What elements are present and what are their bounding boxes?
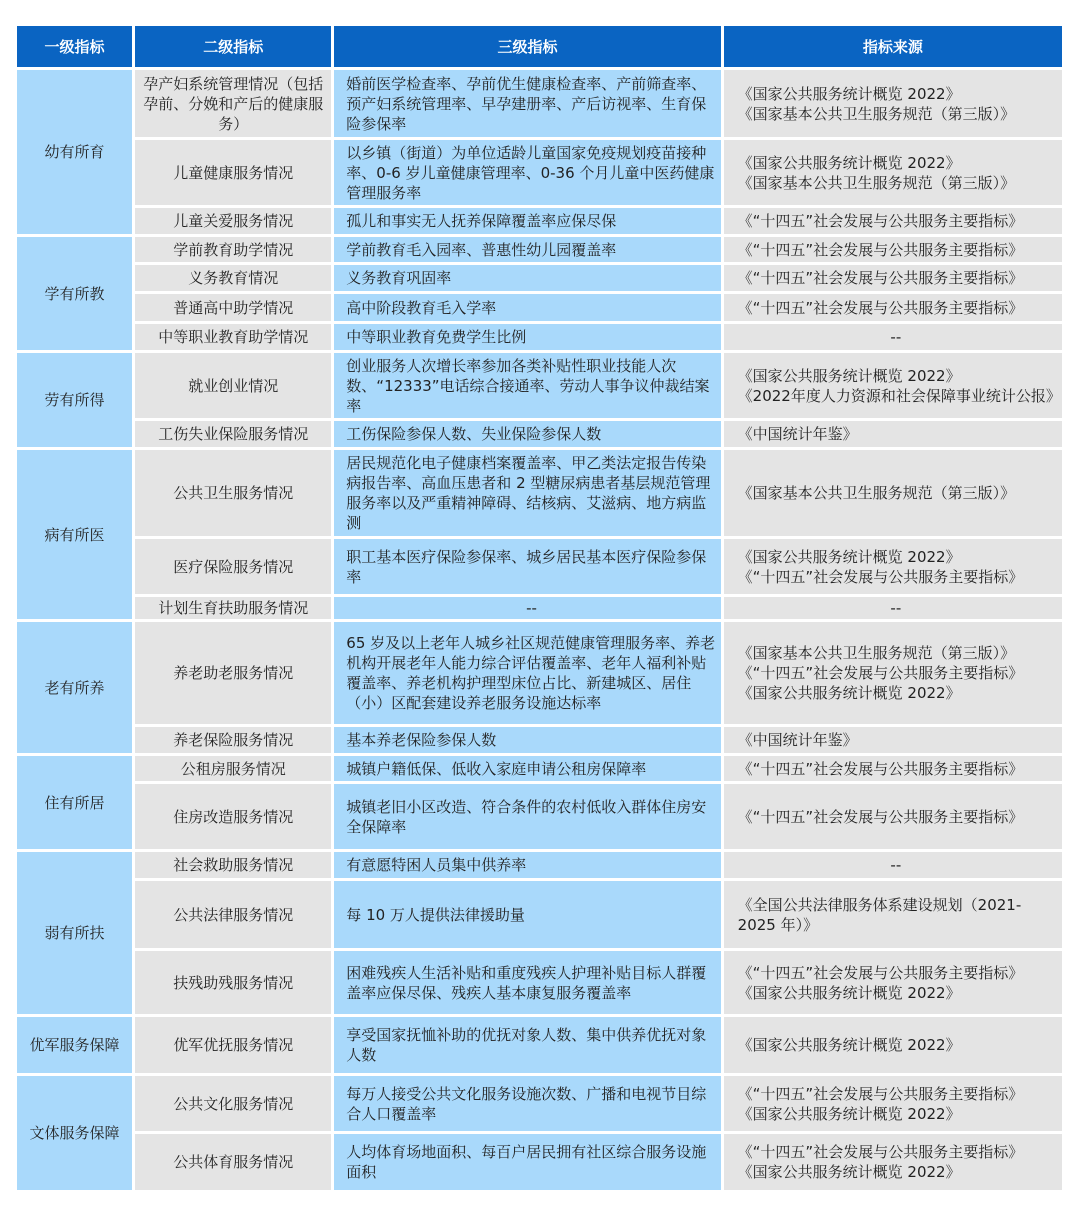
level2-indicator: 养老保险服务情况 [135, 727, 331, 753]
level2-indicator: 中等职业教育助学情况 [135, 324, 331, 350]
level1-indicator: 幼有所育 [17, 70, 132, 234]
header-level3: 三级指标 [334, 26, 720, 67]
table-row [17, 353, 1062, 418]
level2-indicator: 养老助老服务情况 [135, 622, 331, 724]
table-row [17, 421, 1062, 447]
table-row [17, 784, 1062, 849]
table-row [17, 140, 1062, 205]
table-row [17, 237, 1062, 262]
indicator-source: 《国家公共服务统计概览 2022》 [724, 1017, 1062, 1073]
level3-indicator: 有意愿特困人员集中供养率 [334, 852, 720, 878]
level1-indicator: 老有所养 [17, 622, 132, 753]
level3-indicator: 义务教育巩固率 [334, 265, 720, 291]
level3-indicator: 工伤保险参保人数、失业保险参保人数 [334, 421, 720, 447]
table-row [17, 1017, 1062, 1073]
level3-indicator: 中等职业教育免费学生比例 [334, 324, 720, 350]
indicator-table [14, 23, 1065, 1193]
level2-indicator: 公共文化服务情况 [135, 1076, 331, 1131]
indicator-source: 《“十四五”社会发展与公共服务主要指标》 [724, 294, 1062, 321]
indicator-source: 《国家公共服务统计概览 2022》 《2022年度人力资源和社会保障事业统计公报》 [724, 353, 1062, 418]
indicator-source: 《国家公共服务统计概览 2022》 《国家基本公共卫生服务规范（第三版）》 [724, 140, 1062, 205]
table-row [17, 881, 1062, 948]
level3-indicator: 以乡镇（街道）为单位适龄儿童国家免疫规划疫苗接种率、0-6 岁儿童健康管理率、0-36 个月儿童中医药健康管理服务率 [334, 140, 720, 205]
level3-indicator: 城镇老旧小区改造、符合条件的农村低收入群体住房安全保障率 [334, 784, 720, 849]
table-row [17, 597, 1062, 619]
level2-indicator: 普通高中助学情况 [135, 294, 331, 321]
level2-indicator: 义务教育情况 [135, 265, 331, 291]
level2-indicator: 公共卫生服务情况 [135, 450, 331, 536]
level3-indicator: 学前教育毛入园率、普惠性幼儿园覆盖率 [334, 237, 720, 262]
indicator-source: 《“十四五”社会发展与公共服务主要指标》 [724, 237, 1062, 262]
table-row [17, 1076, 1062, 1131]
level2-indicator: 儿童关爱服务情况 [135, 208, 331, 234]
header-source: 指标来源 [724, 26, 1062, 67]
level2-indicator: 公共体育服务情况 [135, 1134, 331, 1190]
indicator-source: 《“十四五”社会发展与公共服务主要指标》 [724, 756, 1062, 781]
level2-indicator: 就业创业情况 [135, 353, 331, 418]
level2-indicator: 孕产妇系统管理情况（包括孕前、分娩和产后的健康服务） [135, 70, 331, 137]
level1-indicator: 学有所教 [17, 237, 132, 350]
table-row [17, 539, 1062, 594]
table-row [17, 294, 1062, 321]
table-row [17, 70, 1062, 137]
indicator-source: 《全国公共法律服务体系建设规划（2021-2025 年）》 [724, 881, 1062, 948]
level1-indicator: 劳有所得 [17, 353, 132, 447]
level3-indicator: 享受国家抚恤补助的优抚对象人数、集中供养优抚对象人数 [334, 1017, 720, 1073]
indicator-source: 《“十四五”社会发展与公共服务主要指标》 [724, 265, 1062, 291]
indicator-source: 《中国统计年鉴》 [724, 727, 1062, 753]
header-level2: 二级指标 [135, 26, 331, 67]
level1-indicator: 文体服务保障 [17, 1076, 132, 1190]
level3-indicator: 高中阶段教育毛入学率 [334, 294, 720, 321]
level3-indicator: 创业服务人次增长率参加各类补贴性职业技能人次数、“12333”电话综合接通率、劳动人事争议仲裁结案率 [334, 353, 720, 418]
indicator-source: 《中国统计年鉴》 [724, 421, 1062, 447]
level3-indicator: 每 10 万人提供法律援助量 [334, 881, 720, 948]
level1-indicator: 住有所居 [17, 756, 132, 849]
level2-indicator: 社会救助服务情况 [135, 852, 331, 878]
table-row [17, 622, 1062, 724]
indicator-source: 《“十四五”社会发展与公共服务主要指标》 《国家公共服务统计概览 2022》 [724, 1076, 1062, 1131]
table-row [17, 265, 1062, 291]
table-row [17, 450, 1062, 536]
table-row [17, 1134, 1062, 1190]
level1-indicator: 病有所医 [17, 450, 132, 619]
header-level1: 一级指标 [17, 26, 132, 67]
indicator-source: 《国家基本公共卫生服务规范（第三版）》 [724, 450, 1062, 536]
indicator-source: 《国家公共服务统计概览 2022》 《“十四五”社会发展与公共服务主要指标》 [724, 539, 1062, 594]
level2-indicator: 儿童健康服务情况 [135, 140, 331, 205]
level1-indicator: 弱有所扶 [17, 852, 132, 1014]
level3-indicator: 人均体育场地面积、每百户居民拥有社区综合服务设施面积 [334, 1134, 720, 1190]
level2-indicator: 工伤失业保险服务情况 [135, 421, 331, 447]
level2-indicator: 优军优抚服务情况 [135, 1017, 331, 1073]
indicator-source: 《“十四五”社会发展与公共服务主要指标》 [724, 208, 1062, 234]
indicator-source: 《“十四五”社会发展与公共服务主要指标》 [724, 784, 1062, 849]
table-row [17, 951, 1062, 1014]
level3-indicator: 孤儿和事实无人抚养保障覆盖率应保尽保 [334, 208, 720, 234]
indicator-source: -- [724, 597, 1062, 619]
level3-indicator: 职工基本医疗保险参保率、城乡居民基本医疗保险参保率 [334, 539, 720, 594]
level3-indicator: 65 岁及以上老年人城乡社区规范健康管理服务率、养老机构开展老年人能力综合评估覆盖率、老年人福利补贴覆盖率、养老机构护理型床位占比、新建城区、居住（小）区配套建设养老服务设施达标率 [334, 622, 720, 724]
level2-indicator: 住房改造服务情况 [135, 784, 331, 849]
level3-indicator: 基本养老保险参保人数 [334, 727, 720, 753]
level3-indicator: 婚前医学检查率、孕前优生健康检查率、产前筛查率、预产妇系统管理率、早孕建册率、产后访视率、生育保险参保率 [334, 70, 720, 137]
table-row [17, 324, 1062, 350]
level3-indicator: -- [334, 597, 720, 619]
level2-indicator: 学前教育助学情况 [135, 237, 331, 262]
table-row [17, 852, 1062, 878]
level3-indicator: 困难残疾人生活补贴和重度残疾人护理补贴目标人群覆盖率应保尽保、残疾人基本康复服务覆盖率 [334, 951, 720, 1014]
table-row [17, 208, 1062, 234]
header-row [17, 26, 1062, 67]
indicator-source: -- [724, 852, 1062, 878]
level2-indicator: 公共法律服务情况 [135, 881, 331, 948]
table-row [17, 727, 1062, 753]
level3-indicator: 每万人接受公共文化服务设施次数、广播和电视节目综合人口覆盖率 [334, 1076, 720, 1131]
level2-indicator: 医疗保险服务情况 [135, 539, 331, 594]
level2-indicator: 计划生育扶助服务情况 [135, 597, 331, 619]
level2-indicator: 公租房服务情况 [135, 756, 331, 781]
indicator-source: 《“十四五”社会发展与公共服务主要指标》 《国家公共服务统计概览 2022》 [724, 951, 1062, 1014]
level3-indicator: 城镇户籍低保、低收入家庭申请公租房保障率 [334, 756, 720, 781]
level3-indicator: 居民规范化电子健康档案覆盖率、甲乙类法定报告传染病报告率、高血压患者和 2 型糖尿病患者基层规范管理服务率以及严重精神障碍、结核病、艾滋病、地方病监测 [334, 450, 720, 536]
level1-indicator: 优军服务保障 [17, 1017, 132, 1073]
indicator-source: 《“十四五”社会发展与公共服务主要指标》 《国家公共服务统计概览 2022》 [724, 1134, 1062, 1190]
table-row [17, 756, 1062, 781]
level2-indicator: 扶残助残服务情况 [135, 951, 331, 1014]
indicator-source: 《国家基本公共卫生服务规范（第三版）》 《“十四五”社会发展与公共服务主要指标》 《国家公共服务统计概览 2022》 [724, 622, 1062, 724]
indicator-source: -- [724, 324, 1062, 350]
indicator-source: 《国家公共服务统计概览 2022》 《国家基本公共卫生服务规范（第三版）》 [724, 70, 1062, 137]
